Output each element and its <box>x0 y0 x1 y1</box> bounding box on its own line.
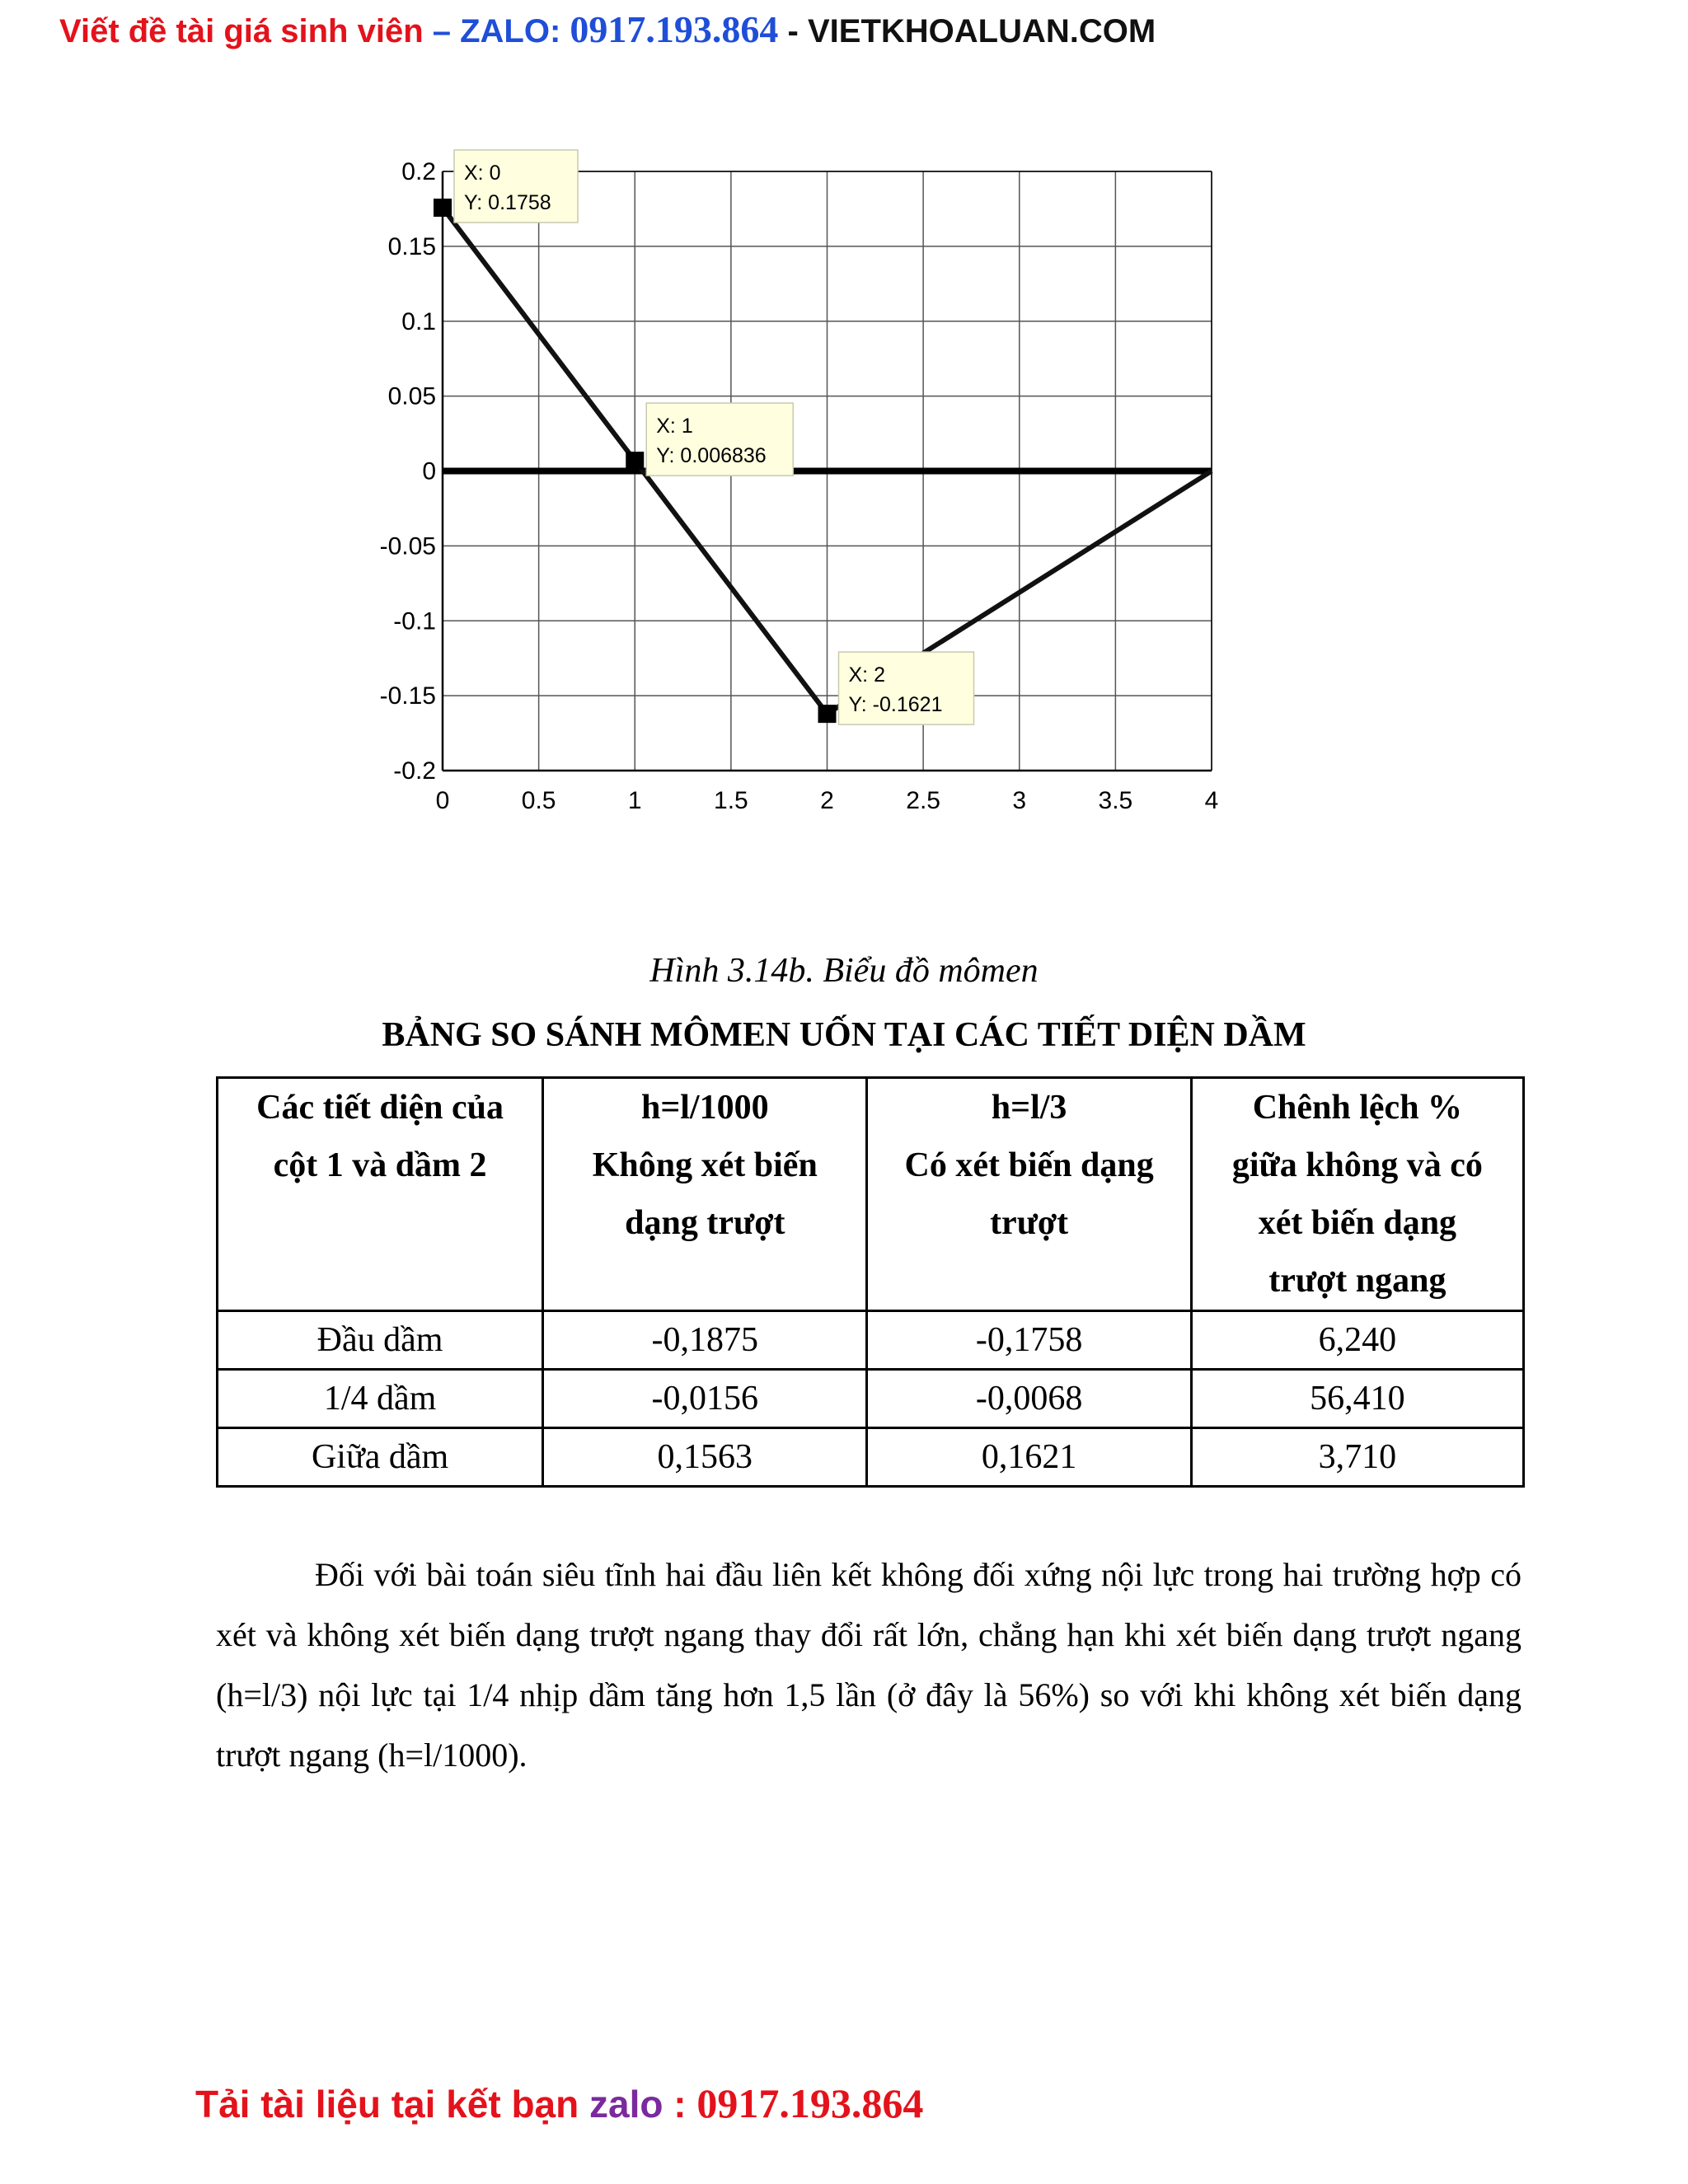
datatip-marker <box>818 705 837 723</box>
table-cell: Đầu dầm <box>218 1311 543 1370</box>
header-dash: – <box>423 13 461 49</box>
table-row <box>218 1370 1524 1428</box>
x-tick-label: 2 <box>820 787 834 814</box>
datatip-x-label: X: 0 <box>464 161 501 185</box>
datatip-x-label: X: 2 <box>848 663 885 687</box>
table-cell: 0,1563 <box>543 1428 867 1487</box>
y-tick-label: -0.1 <box>393 607 436 635</box>
header-phone: 0917.193.864 <box>570 8 779 50</box>
x-tick-label: 1 <box>627 787 642 814</box>
footer-colon: : <box>663 2083 697 2125</box>
x-tick-label: 2.5 <box>906 787 940 814</box>
header-cell-difference <box>1191 1078 1523 1311</box>
chart-datatips <box>454 150 974 724</box>
table-cell: 6,240 <box>1191 1311 1523 1370</box>
y-tick-label: 0.15 <box>387 232 436 260</box>
moment-chart-svg <box>0 0 1688 857</box>
header-text: xét biến dạng <box>1258 1204 1457 1242</box>
y-tick-label: 0.1 <box>401 307 436 335</box>
footer-banner <box>195 2079 923 2129</box>
table-cell: 1/4 dầm <box>218 1370 543 1428</box>
header-slogan: Viết đề tài giá sinh viên <box>59 13 424 49</box>
y-tick-label: -0.05 <box>379 532 436 560</box>
table-row <box>218 1311 1524 1370</box>
comparison-table <box>216 1076 1525 1488</box>
header-text: trượt ngang <box>1268 1262 1447 1300</box>
table-cell: -0,1875 <box>543 1311 867 1370</box>
header-text: Không xét biến <box>592 1146 818 1184</box>
footer-text: Tải tài liệu tại kết bạn <box>195 2083 590 2125</box>
moment-chart <box>0 0 1688 857</box>
header-cell-section <box>218 1078 543 1311</box>
table-cell: -0,0068 <box>867 1370 1191 1428</box>
header-text: trượt <box>990 1204 1069 1242</box>
x-tick-label: 4 <box>1204 787 1219 814</box>
header-site-link[interactable]: VIETKHOALUAN.COM <box>807 13 1156 49</box>
y-tick-label: -0.2 <box>393 757 436 785</box>
footer-phone: 0917.193.864 <box>696 2080 924 2126</box>
header-text: dạng trượt <box>625 1204 785 1242</box>
datatip-marker <box>626 452 644 470</box>
y-tick-label: 0.05 <box>387 382 436 410</box>
figure-caption: Hình 3.14b. Biểu đồ mômen <box>649 952 1039 990</box>
table-row <box>218 1428 1524 1487</box>
chart-tick-labels <box>380 158 1219 814</box>
footer-zalo: zalo <box>589 2083 663 2125</box>
header-cell-no-shear <box>543 1078 867 1311</box>
x-tick-label: 1.5 <box>714 787 748 814</box>
x-tick-label: 0.5 <box>521 787 556 814</box>
header-separator: - <box>778 13 808 49</box>
datatip-y-label: Y: 0.1758 <box>464 190 551 214</box>
table-title: BẢNG SO SÁNH MÔMEN UỐN TẠI CÁC TIẾT DIỆN DẦM <box>382 1016 1306 1054</box>
y-tick-label: 0.2 <box>401 158 436 185</box>
x-tick-label: 0 <box>435 787 450 814</box>
datatip-y-label: Y: -0.1621 <box>848 693 943 717</box>
header-text: giữa không và có <box>1231 1146 1483 1184</box>
table-cell: -0,1758 <box>867 1311 1191 1370</box>
header-text: Chênh lệch % <box>1252 1089 1463 1127</box>
table-header-row <box>218 1078 1524 1311</box>
header-text: Các tiết diện của <box>256 1089 504 1127</box>
datatip-y-label: Y: 0.006836 <box>656 444 767 468</box>
y-tick-label: 0 <box>422 457 436 485</box>
header-text: Có xét biến dạng <box>904 1146 1154 1184</box>
x-tick-label: 3 <box>1012 787 1027 814</box>
y-tick-label: -0.15 <box>379 682 436 710</box>
table-cell: 3,710 <box>1191 1428 1523 1487</box>
table-cell: Giữa dầm <box>218 1428 543 1487</box>
x-tick-label: 3.5 <box>1098 787 1133 814</box>
header-text: cột 1 và dầm 2 <box>273 1146 487 1184</box>
header-text: h=l/3 <box>991 1089 1067 1127</box>
header-text: h=l/1000 <box>640 1089 769 1127</box>
table-cell: 0,1621 <box>867 1428 1191 1487</box>
body-paragraph: Đối với bài toán siêu tĩnh hai đầu liên kết không đối xứng nội lực trong hai trường hợp có xét và không xét biến dạng trượt ngang thay đổi rất lớn, chẳng hạn khi xét biến dạng trượt ngang (h=l/3) nội lực tại 1/4 nhịp dầm tăng hơn 1,5 lần (ở đây là 56%) so với khi không xét biến dạng trượt ngang (h=l/1000). <box>216 1556 1522 1774</box>
header-zalo-label: ZALO: <box>460 13 570 49</box>
datatip-x-label: X: 1 <box>656 415 693 438</box>
datatip-marker <box>434 199 452 217</box>
header-cell-with-shear <box>867 1078 1191 1311</box>
table-cell: -0,0156 <box>543 1370 867 1428</box>
table-cell: 56,410 <box>1191 1370 1523 1428</box>
